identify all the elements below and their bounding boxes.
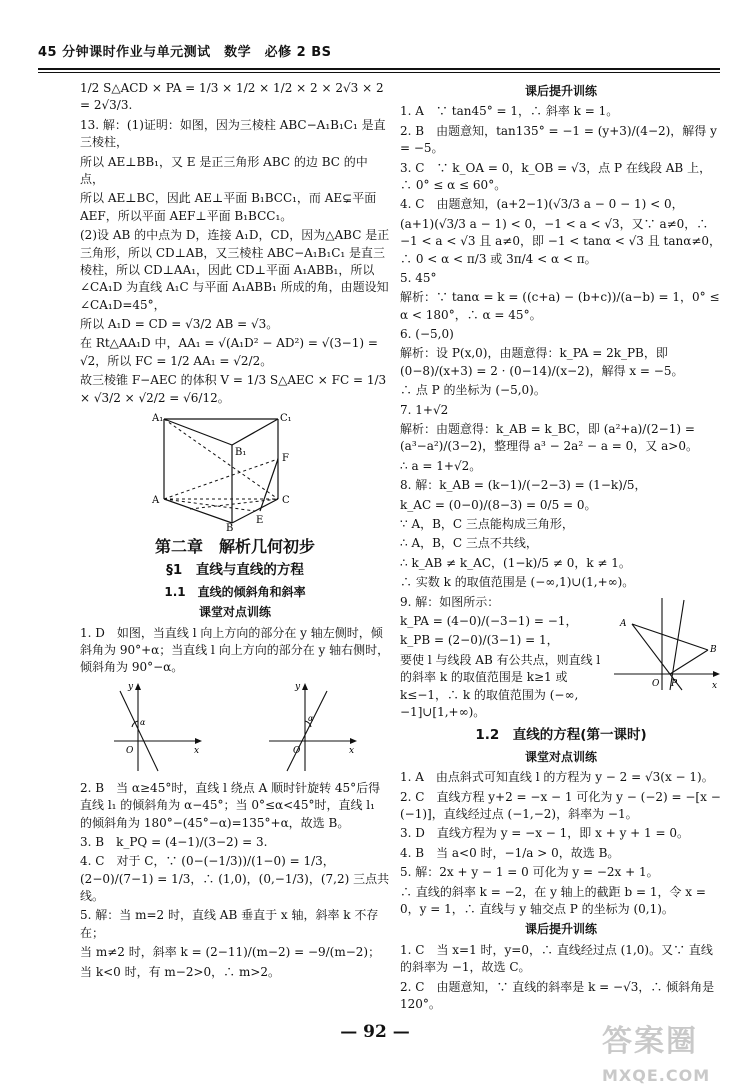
text-line: 故三棱锥 F−AEC 的体积 V = 1/3 S△AEC × FC = 1/3 × √3/2 × √2/2 = √6/12。 bbox=[80, 373, 387, 405]
alpha: α bbox=[308, 713, 314, 723]
text-line: 所以 AE⊥BC，因此 AE⊥平面 B₁BCC₁，而 AE⊊平面 AEF，所以平面 AEF⊥平面 B₁BCC₁。 bbox=[80, 191, 377, 223]
text-line: 2. C 直线方程 y+2 = −x − 1 可化为 y − (−2) = −[x − (−1)]，直线经过点 (−1,−2)，斜率为 −1。 bbox=[400, 789, 721, 822]
text-line: ∴ k_AB ≠ k_AC，(1−k)/5 ≠ 0，k ≠ 1。 bbox=[400, 555, 631, 570]
text-line: 13. 解：(1)证明：如图，因为三棱柱 ABC−A₁B₁C₁ 是直三棱柱， bbox=[80, 117, 386, 150]
text-line: 所以 AE⊥BB₁，又 E 是正三角形 ABC 的边 BC 的中点， bbox=[80, 154, 368, 186]
label-B: B bbox=[710, 644, 717, 655]
text-line: 4. B 当 a<0 时，−1/a > 0，故选 B。 bbox=[400, 845, 620, 860]
text-line: k_AC = (0−0)/(8−3) = 0/5 = 0。 bbox=[400, 497, 597, 512]
axis-y: y bbox=[128, 681, 134, 692]
prism-figure bbox=[150, 411, 320, 531]
text-line: ∴ 实数 k 的取值范围是 (−∞,1)∪(1,+∞)。 bbox=[400, 575, 635, 590]
angle-figure-right bbox=[265, 681, 360, 776]
text-line: 1. A 由点斜式可知直线 l 的方程为 y − 2 = √3(x − 1)。 bbox=[400, 770, 714, 785]
watermark bbox=[602, 1020, 710, 1087]
label-b1: B₁ bbox=[235, 447, 247, 459]
label-a1: A₁ bbox=[152, 413, 164, 425]
text-line: 1. C 当 x=1 时，y=0，∴ 直线经过点 (1,0)。又∵ 直线的斜率为 −1，故选 C。 bbox=[400, 942, 713, 975]
text-line: 9. 解：如图所示： bbox=[400, 594, 500, 609]
text-line: k_PA = (4−0)/(−3−1) = −1， bbox=[400, 613, 578, 628]
angle-figures bbox=[80, 681, 390, 776]
text-line: 5. 解：2x + y − 1 = 0 可化为 y = −2x + 1。 bbox=[400, 865, 659, 880]
chapter-title: 第二章 解析几何初步 bbox=[154, 537, 315, 557]
text-line: 8. 解：k_AB = (k−1)/(−2−3) = (1−k)/5， bbox=[400, 478, 647, 493]
text-line: 解析：∵ tanα = k = ((c+a) − (b+c))/(a−b) = 1，0° ≤ α < 180°，∴ α = 45°。 bbox=[400, 290, 720, 322]
text-line: ∴ a = 1+√2。 bbox=[400, 458, 482, 473]
text-line: (a+1)(√3/3 a − 1) < 0，−1 < a < √3，又∵ a≠0，∴ −1 < a < √3 且 a≠0，即 −1 < tanα < √3 且 tanα≠0，∴ 0 < α < π/3 或 3π/4 < α < π。 bbox=[400, 216, 722, 266]
text-line: 1/2 S△ACD × PA = 1/3 × 1/2 × 1/2 × 2 × 2√3 × 2 = 2√3/3. bbox=[80, 81, 384, 113]
text-line: 7. 1+√2 bbox=[400, 402, 449, 417]
header-rule bbox=[38, 68, 720, 70]
text-line: 2. C 由题意知，∵ 直线的斜率是 k = −√3，∴ 倾斜角是 120°。 bbox=[400, 979, 715, 1011]
angle-figure-left bbox=[110, 681, 205, 776]
text-line: 当 k<0 时，有 m−2>0，∴ m>2。 bbox=[80, 964, 281, 979]
text-line: 6. (−5,0) bbox=[400, 327, 454, 342]
section2-title: 1.2 直线的方程(第一课时) bbox=[475, 727, 647, 744]
text-line: ∴ 点 P 的坐标为 (−5,0)。 bbox=[400, 383, 546, 398]
page-number: — 92 — bbox=[340, 1022, 410, 1042]
drill3-title: 课后提升训练 bbox=[524, 922, 597, 937]
origin: O bbox=[293, 745, 301, 756]
axis-x: x bbox=[349, 745, 355, 756]
text-line: 2. B 当 α≥45°时，直线 l 绕点 A 顺时针旋转 45°后得直线 l₁ 的倾斜角为 α−45°；当 0°≤α<45°时，直线 l₁ 的倾斜角为 180°−(45°−α)=135°+α，故选 B。 bbox=[80, 780, 381, 830]
text-line: 解析：设 P(x,0)，由题意得：k_PA = 2k_PB，即 (0−8)/(x+3) = 2 · (0−14)/(x−2)，解得 x = −5。 bbox=[400, 346, 684, 378]
label-c: C bbox=[282, 495, 290, 507]
text-line: ∴ A，B，C 三点不共线， bbox=[400, 536, 538, 551]
text-line: (2)设 AB 的中点为 D，连接 A₁D，CD，因为△ABC 是正三角形，所以 CD⊥AB，又三棱柱 ABC−A₁B₁C₁ 是直三棱柱，所以 CD⊥AA₁，因此 CD⊥平面 A₁ABB₁，所以∠CA₁D 为直线 A₁C 与平面 A₁ABB₁ 所成的角，由题设知∠CA₁D=45°， bbox=[80, 228, 390, 312]
text-line: 3. D 直线方程为 y = −x − 1，即 x + y + 1 = 0。 bbox=[400, 826, 689, 841]
text-line: k_PB = (2−0)/(3−1) = 1， bbox=[400, 633, 559, 648]
label-A: A bbox=[620, 618, 627, 629]
left-column bbox=[80, 80, 390, 1015]
axis-y: y bbox=[295, 681, 301, 692]
text-line: 4. C 由题意知，(a+2−1)(√3/3 a − 0 − 1) < 0， bbox=[400, 197, 684, 212]
label-c1: C₁ bbox=[280, 413, 292, 425]
text-line: 所以 A₁D = CD = √3/2 AB = √3。 bbox=[80, 317, 279, 332]
text-line: ∵ A，B，C 三点能构成三角形， bbox=[400, 516, 574, 531]
watermark-bottom: MXQE.COM bbox=[602, 1065, 711, 1085]
alpha: α bbox=[140, 717, 146, 727]
label-b: B bbox=[226, 523, 234, 532]
origin: O bbox=[126, 745, 134, 756]
problem-9 bbox=[400, 594, 722, 724]
text-line: ∴ 直线的斜率 k = −2，在 y 轴上的截距 b = 1，令 x = 0，y = 1，∴ 直线与 y 轴交点 P 的坐标为 (0,1)。 bbox=[400, 884, 706, 916]
text-line: 1. A ∵ tan45° = 1，∴ 斜率 k = 1。 bbox=[400, 104, 619, 119]
text-line: 要使 l 与线段 AB 有公共点，则直线 l 的斜率 k 的取值范围是 k≥1 或 k≤−1，∴ k 的取值范围为 (−∞,−1]∪[1,+∞)。 bbox=[400, 652, 601, 719]
label-f: F bbox=[282, 453, 289, 465]
section-title: §1 直线与直线的方程 bbox=[166, 562, 304, 579]
text-line: 当 m≠2 时，斜率 k = (2−11)/(m−2) = −9/(m−2)； bbox=[80, 945, 381, 960]
text-line: 3. C ∵ k_OA = 0，k_OB = √3，点 P 在线段 AB 上，∴ 0° ≤ α ≤ 60°。 bbox=[400, 160, 712, 192]
right-column bbox=[400, 80, 722, 1015]
axis-x: x bbox=[194, 745, 200, 756]
drill2-title: 课堂对点训练 bbox=[524, 749, 597, 764]
text-line: 3. B k_PQ = (4−1)/(3−2) = 3. bbox=[80, 834, 268, 849]
text-line: 解析：由题意得：k_AB = k_BC，即 (a²+a)/(2−1) = (a³−a²)/(3−2)，整理得 a³ − 2a² − a = 0，又 a>0。 bbox=[400, 422, 698, 454]
label-P: P bbox=[671, 678, 678, 689]
label-e: E bbox=[256, 515, 264, 527]
text-line: 2. B 由题意知，tan135° = −1 = (y+3)/(4−2)，解得 y = −5。 bbox=[400, 123, 717, 156]
subsection-title: 1.1 直线的倾斜角和斜率 bbox=[164, 584, 306, 599]
page-header: 45 分钟课时作业与单元测试 数学 必修 2 BS bbox=[38, 45, 332, 60]
text-line: 1. D 如图，当直线 l 向上方向的部分在 y 轴左侧时，倾斜角为 90°+α；当直线 l 向上方向的部分在 y 轴右侧时，倾斜角为 90°−α。 bbox=[80, 625, 390, 675]
label-a: A bbox=[152, 495, 160, 507]
label-O: O bbox=[652, 678, 660, 689]
drill-after-title: 课后提升训练 bbox=[524, 84, 597, 98]
text-line: 4. C 对于 C，∵ (0−(−1/3))/(1−0) = 1/3，(2−0)/(7−1) = 1/3，∴ (1,0)，(0,−1/3)，(7,2) 三点共线。 bbox=[80, 854, 390, 904]
text-line: 5. 解：当 m=2 时，直线 AB 垂直于 x 轴，斜率 k 不存在； bbox=[80, 908, 379, 940]
label-x: x bbox=[712, 680, 718, 691]
segment-figure bbox=[612, 594, 722, 694]
text-line: 5. 45° bbox=[400, 270, 437, 285]
watermark-top: 答案圈 bbox=[602, 1024, 698, 1059]
text-line: 在 Rt△AA₁D 中，AA₁ = √(A₁D² − AD²) = √(3−1) = √2，所以 FC = 1/2 AA₁ = √2/2。 bbox=[80, 336, 378, 368]
drill-title: 课堂对点训练 bbox=[198, 605, 271, 620]
header-rule-thin bbox=[38, 72, 720, 73]
